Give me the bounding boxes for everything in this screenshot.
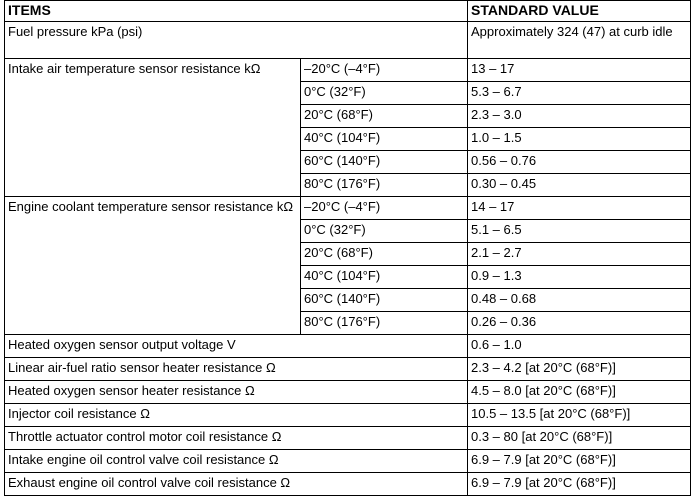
item-cell: Fuel pressure kPa (psi) bbox=[5, 22, 468, 59]
condition-cell: 80°C (176°F) bbox=[301, 174, 468, 197]
item-cell: Heated oxygen sensor output voltage V bbox=[5, 335, 468, 358]
condition-cell: 60°C (140°F) bbox=[301, 289, 468, 312]
value-cell: 14 – 17 bbox=[468, 197, 691, 220]
value-cell: 0.26 – 0.36 bbox=[468, 312, 691, 335]
value-cell: 6.9 – 7.9 [at 20°C (68°F)] bbox=[468, 473, 691, 496]
value-cell: 0.48 – 0.68 bbox=[468, 289, 691, 312]
value-cell: 5.1 – 6.5 bbox=[468, 220, 691, 243]
value-cell: 6.9 – 7.9 [at 20°C (68°F)] bbox=[468, 450, 691, 473]
item-cell: Heated oxygen sensor heater resistance Ω bbox=[5, 381, 468, 404]
item-cell: Intake engine oil control valve coil resistance Ω bbox=[5, 450, 468, 473]
condition-cell: 20°C (68°F) bbox=[301, 243, 468, 266]
condition-cell: –20°C (–4°F) bbox=[301, 59, 468, 82]
table-row bbox=[5, 381, 691, 404]
value-cell: 0.9 – 1.3 bbox=[468, 266, 691, 289]
items-header: ITEMS bbox=[5, 1, 468, 22]
header-row bbox=[5, 1, 691, 22]
condition-cell: –20°C (–4°F) bbox=[301, 197, 468, 220]
specification-table bbox=[4, 0, 691, 496]
value-cell: 0.6 – 1.0 bbox=[468, 335, 691, 358]
value-cell: 0.56 – 0.76 bbox=[468, 151, 691, 174]
value-cell: 13 – 17 bbox=[468, 59, 691, 82]
value-cell: 0.3 – 80 [at 20°C (68°F)] bbox=[468, 427, 691, 450]
table-row bbox=[5, 59, 691, 82]
table-row bbox=[5, 335, 691, 358]
condition-cell: 40°C (104°F) bbox=[301, 266, 468, 289]
item-cell: Engine coolant temperature sensor resistance kΩ bbox=[5, 197, 301, 335]
table-row bbox=[5, 358, 691, 381]
condition-cell: 0°C (32°F) bbox=[301, 82, 468, 105]
table-row bbox=[5, 22, 691, 59]
value-cell: 2.1 – 2.7 bbox=[468, 243, 691, 266]
value-cell: 5.3 – 6.7 bbox=[468, 82, 691, 105]
table-row bbox=[5, 427, 691, 450]
value-cell: 0.30 – 0.45 bbox=[468, 174, 691, 197]
table-row bbox=[5, 450, 691, 473]
item-cell: Intake air temperature sensor resistance kΩ bbox=[5, 59, 301, 197]
table-row bbox=[5, 404, 691, 427]
condition-cell: 60°C (140°F) bbox=[301, 151, 468, 174]
value-cell: 2.3 – 3.0 bbox=[468, 105, 691, 128]
table-row bbox=[5, 473, 691, 496]
value-cell: 4.5 – 8.0 [at 20°C (68°F)] bbox=[468, 381, 691, 404]
item-cell: Injector coil resistance Ω bbox=[5, 404, 468, 427]
condition-cell: 20°C (68°F) bbox=[301, 105, 468, 128]
value-cell: 10.5 – 13.5 [at 20°C (68°F)] bbox=[468, 404, 691, 427]
item-cell: Throttle actuator control motor coil resistance Ω bbox=[5, 427, 468, 450]
item-cell: Linear air-fuel ratio sensor heater resistance Ω bbox=[5, 358, 468, 381]
condition-cell: 80°C (176°F) bbox=[301, 312, 468, 335]
condition-cell: 0°C (32°F) bbox=[301, 220, 468, 243]
condition-cell: 40°C (104°F) bbox=[301, 128, 468, 151]
table-row bbox=[5, 197, 691, 220]
value-cell: 2.3 – 4.2 [at 20°C (68°F)] bbox=[468, 358, 691, 381]
standard-value-header: STANDARD VALUE bbox=[468, 1, 691, 22]
value-cell: Approximately 324 (47) at curb idle bbox=[468, 22, 691, 59]
item-cell: Exhaust engine oil control valve coil resistance Ω bbox=[5, 473, 468, 496]
value-cell: 1.0 – 1.5 bbox=[468, 128, 691, 151]
